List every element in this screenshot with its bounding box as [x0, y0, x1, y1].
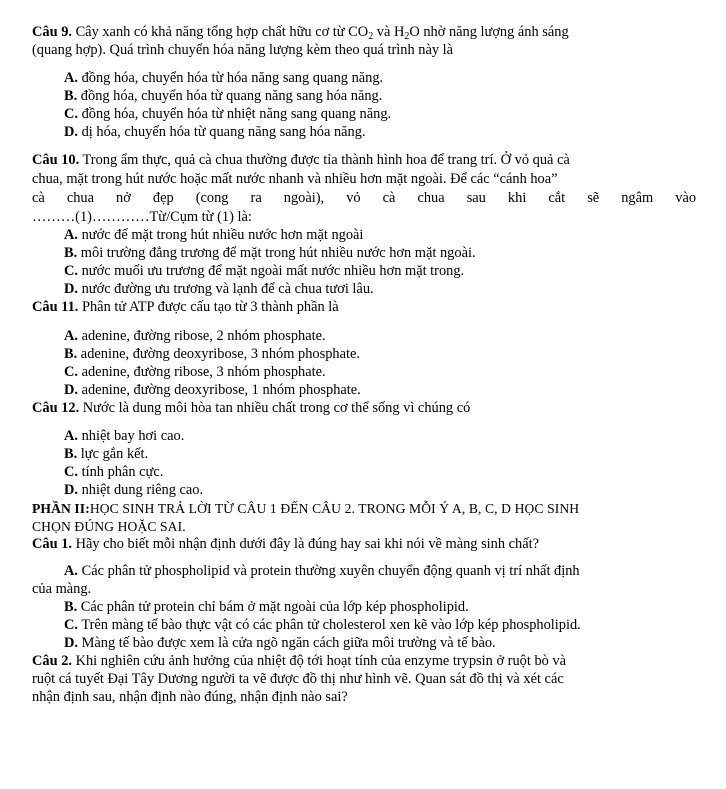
q10-option-d: D. nước đường ưu trương và lạnh để cà chua tươi lâu. [64, 281, 374, 297]
q11-option-d: D. adenine, đường deoxyribose, 1 nhóm phosphate. [64, 382, 361, 398]
q10-option-b: B. môi trường đẳng trương để mặt trong hút nhiều nước hơn mặt ngoài. [64, 245, 476, 261]
q12-option-a: A. nhiệt bay hơi cao. [64, 428, 185, 444]
q11-option-b: B. adenine, đường deoxyribose, 3 nhóm phosphate. [64, 346, 360, 362]
part2-label: PHẦN II: [32, 501, 90, 516]
q12-label: Câu 12. [32, 400, 80, 416]
q9-option-b: B. đồng hóa, chuyển hóa từ quang năng sang hóa năng. [64, 88, 383, 104]
q9-option-c: C. đồng hóa, chuyển hóa từ nhiệt năng sang quang năng. [64, 106, 392, 122]
q9-stem-line-1: Câu 9. Cây xanh có khả năng tổng hợp chất hữu cơ từ $CO_2$ và $H_2O$ nhờ năng lượng ánh sáng [32, 24, 569, 42]
q11-label: Câu 11. [32, 299, 79, 315]
p2q1-option-d: D. Màng tế bào được xem là cửa ngõ ngăn cách giữa môi trường và tế bào. [64, 635, 496, 651]
q10-stem-line-2: chua, mặt trong hút nước hoặc mất nước nhanh và nhiều hơn mặt ngoài. Để các “cánh hoa” [32, 171, 558, 187]
p2q1-option-b: B. Các phân tử protein chỉ bám ở mặt ngoài của lớp kép phospholipid. [64, 599, 469, 615]
q12-option-c: C. tính phân cực. [64, 464, 164, 480]
q9-option-a: A. đồng hóa, chuyển hóa từ hóa năng sang quang năng. [64, 70, 384, 86]
q11-option-a: A. adenine, đường ribose, 2 nhóm phosphate. [64, 328, 326, 344]
p2q2-label: Câu 2. [32, 653, 72, 669]
q12-option-b: B. lực gắn kết. [64, 446, 149, 462]
q10-stem-line-4: ………(1)…………Từ/Cụm từ (1) là: [32, 209, 252, 225]
p2q1-label: Câu 1. [32, 536, 72, 552]
part2-heading-line-1: PHẦN II:HỌC SINH TRẢ LỜI TỪ CÂU 1 ĐẾN CÂU 2. TRONG MỖI Ý A, B, C, D HỌC SINH [32, 501, 580, 516]
q10-stem-line-1: Câu 10. Trong ẩm thực, quả cà chua thường được tỉa thành hình hoa để trang trí. Ở vỏ quả cà [32, 152, 570, 168]
q11-option-c: C. adenine, đường ribose, 3 nhóm phosphate. [64, 364, 326, 380]
q12-option-d: D. nhiệt dung riêng cao. [64, 482, 204, 498]
q10-option-c: C. nước muối ưu trương để mặt ngoài mất nước nhiều hơn mặt trong. [64, 263, 465, 279]
q9-option-d: D. dị hóa, chuyển hóa từ quang năng sang hóa năng. [64, 124, 366, 140]
q9-stem-line-2: (quang hợp). Quá trình chuyển hóa năng lượng kèm theo quá trình này là [32, 42, 454, 58]
p2q1-option-a: A. Các phân tử phospholipid và protein thường xuyên chuyển động quanh vị trí nhất định [64, 563, 580, 579]
p2q1-option-a-cont: của màng. [32, 581, 92, 597]
q12-stem: Câu 12. Nước là dung môi hòa tan nhiều chất trong cơ thể sống vì chúng có [32, 400, 471, 416]
p2q2-stem-line-3: nhận định sau, nhận định nào đúng, nhận định nào sai? [32, 689, 348, 705]
p2q2-stem-line-1: Câu 2. Khi nghiên cứu ảnh hưởng của nhiệt độ tới hoạt tính của enzyme trypsin ở ruột bò và [32, 653, 567, 669]
q10-option-a: A. nước để mặt trong hút nhiều nước hơn mặt ngoài [64, 227, 364, 243]
q9-label: Câu 9. [32, 24, 72, 40]
q10-label: Câu 10. [32, 152, 80, 168]
p2q1-stem: Câu 1. Hãy cho biết mỗi nhận định dưới đây là đúng hay sai khi nói về màng sinh chất? [32, 536, 540, 552]
part2-heading-line-2: CHỌN ĐÚNG HOẶC SAI. [32, 519, 186, 534]
p2q2-stem-line-2: ruột cá tuyết Đại Tây Dương người ta vẽ được đồ thị như hình vẽ. Quan sát đồ thị và xét các [32, 671, 564, 687]
p2q1-option-c: C. Trên màng tế bào thực vật có các phân tử cholesterol xen kẽ vào lớp kép phospholipid. [64, 617, 581, 633]
q11-stem: Câu 11. Phân tử ATP được cấu tạo từ 3 thành phần là [32, 299, 339, 315]
q10-stem-line-3: cà chua nở đẹp (cong ra ngoài), vỏ cà chua sau khi cắt sẽ ngâm vào [32, 190, 697, 206]
